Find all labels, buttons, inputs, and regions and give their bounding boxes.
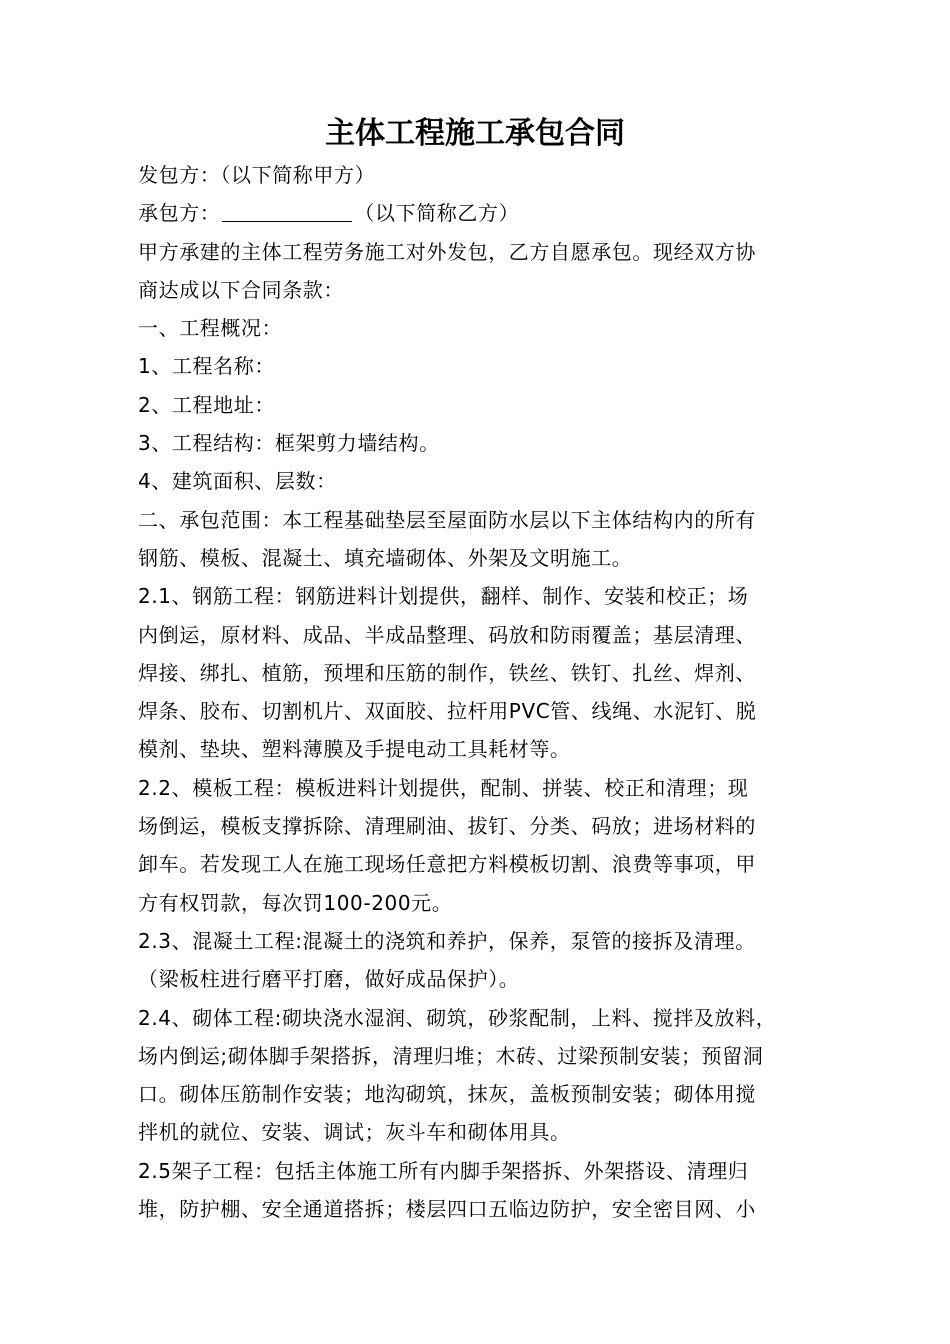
masonry-line-2: 场内倒运;砌体脚手架搭拆，清理归堆；木砖、过梁预制安装；预留洞 xyxy=(138,1043,764,1068)
masonry-line-1: 2.4、砌体工程:砌块浇水湿润、砌筑，砂浆配制，上料、搅拌及放料， xyxy=(138,1005,777,1030)
project-address-line: 2、工程地址： xyxy=(138,392,275,417)
concrete-line-2: （梁板柱进行磨平打磨，做好成品保护）。 xyxy=(138,967,520,992)
rebar-line-4: 焊条、胶布、切割机片、双面胶、拉杆用PVC管、线绳、水泥钉、脱 xyxy=(138,699,757,724)
intro-line-2: 商达成以下合同条款： xyxy=(138,277,344,302)
project-structure-line: 3、工程结构：框架剪力墙结构。 xyxy=(138,431,440,456)
contractor-abbrev: （以下简称乙方） xyxy=(354,201,520,226)
project-name-line: 1、工程名称： xyxy=(138,354,275,379)
contractor-line xyxy=(138,194,820,232)
masonry-line-4: 拌机的就位、安装、调试；灰斗车和砌体用具。 xyxy=(138,1120,571,1145)
rebar-line-5: 模剂、垫块、塑料薄膜及手提电动工具耗材等。 xyxy=(138,737,571,762)
contractor-name-blank xyxy=(222,199,352,222)
employer-line: 发包方：（以下简称甲方） xyxy=(138,163,376,187)
formwork-line-2: 场倒运，模板支撑拆除、清理刷油、拔钉、分类、码放；进场材料的 xyxy=(138,814,756,839)
formwork-line-3: 卸车。若发现工人在施工现场任意把方料模板切割、浪费等事项，甲 xyxy=(138,852,756,877)
formwork-line-4: 方有权罚款，每次罚100-200元。 xyxy=(138,890,453,915)
section-2-line-2: 钢筋、模板、混凝土、填充墙砌体、外架及文明施工。 xyxy=(138,545,633,570)
document-body xyxy=(138,156,820,1228)
project-area-line: 4、建筑面积、层数： xyxy=(138,469,337,494)
rebar-line-1: 2.1、钢筋工程：钢筋进料计划提供，翻样、制作、安装和校正；场 xyxy=(138,584,749,609)
section-2-line-1: 二、承包范围：本工程基础垫层至屋面防水层以下主体结构内的所有 xyxy=(138,507,756,532)
scaffold-line-2: 堆，防护棚、安全通道搭拆；楼层四口五临边防护，安全密目网、小 xyxy=(138,1197,756,1222)
scaffold-line-1: 2.5架子工程：包括主体施工所有内脚手架搭拆、外架搭设、清理归 xyxy=(138,1158,749,1183)
concrete-line-1: 2.3、混凝土工程:混凝土的浇筑和养护，保养，泵管的接拆及清理。 xyxy=(138,928,756,953)
document-title: 主体工程施工承包合同 xyxy=(325,116,625,151)
section-1-heading: 一、工程概况： xyxy=(138,316,283,341)
masonry-line-3: 口。砌体压筋制作安装；地沟砌筑，抹灰，盖板预制安装；砌体用搅 xyxy=(138,1082,756,1107)
formwork-line-1: 2.2、模板工程：模板进料计划提供，配制、拼装、校正和清理；现 xyxy=(138,775,749,800)
contractor-label: 承包方： xyxy=(138,201,221,226)
rebar-line-2: 内倒运，原材料、成品、半成品整理、码放和防雨覆盖；基层清理、 xyxy=(138,622,756,647)
intro-line-1: 甲方承建的主体工程劳务施工对外发包，乙方自愿承包。现经双方协 xyxy=(138,239,756,264)
rebar-line-3: 焊接、绑扎、植筋，预埋和压筋的制作，铁丝、铁钉、扎丝、焊剂、 xyxy=(138,660,756,685)
